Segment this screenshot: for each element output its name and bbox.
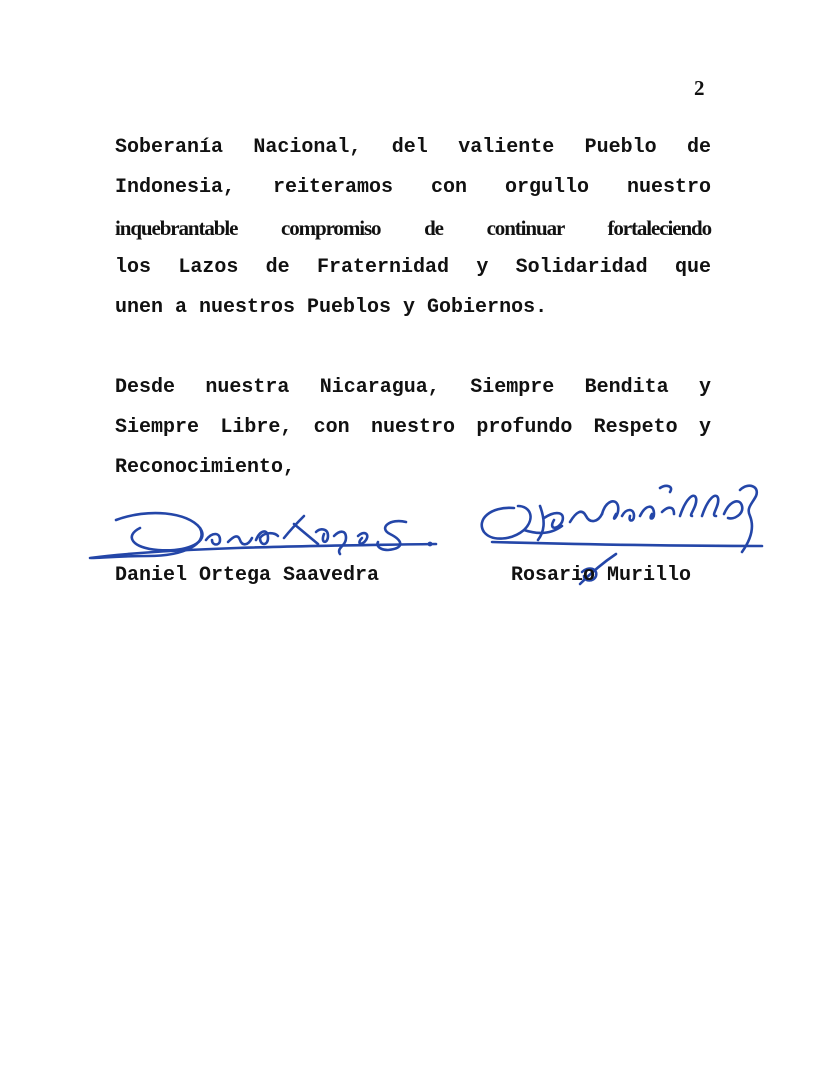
text-line: Reconocimiento, [115, 456, 296, 479]
text-line: Siempre Libre, con nuestro profundo Respeto y [115, 416, 711, 439]
page-number: 2 [694, 76, 705, 100]
signer-name-ortega: Daniel Ortega Saavedra [115, 564, 380, 587]
signer-name-murillo: Rosario Murillo [511, 564, 692, 587]
text-line: Desde nuestra Nicaragua, Siempre Bendita y [115, 376, 711, 399]
text-line: Soberanía Nacional, del valiente Pueblo de [115, 136, 711, 159]
text-line: unen a nuestros Pueblos y Gobiernos. [115, 296, 548, 319]
text-line: Indonesia, reiteramos con orgullo nuestro [115, 176, 711, 199]
text-line: los Lazos de Fraternidad y Solidaridad que [115, 256, 711, 279]
text-line: inquebrantable compromiso de continuar fortaleciendo [115, 216, 711, 240]
paragraph-closing-tribute [115, 128, 711, 328]
